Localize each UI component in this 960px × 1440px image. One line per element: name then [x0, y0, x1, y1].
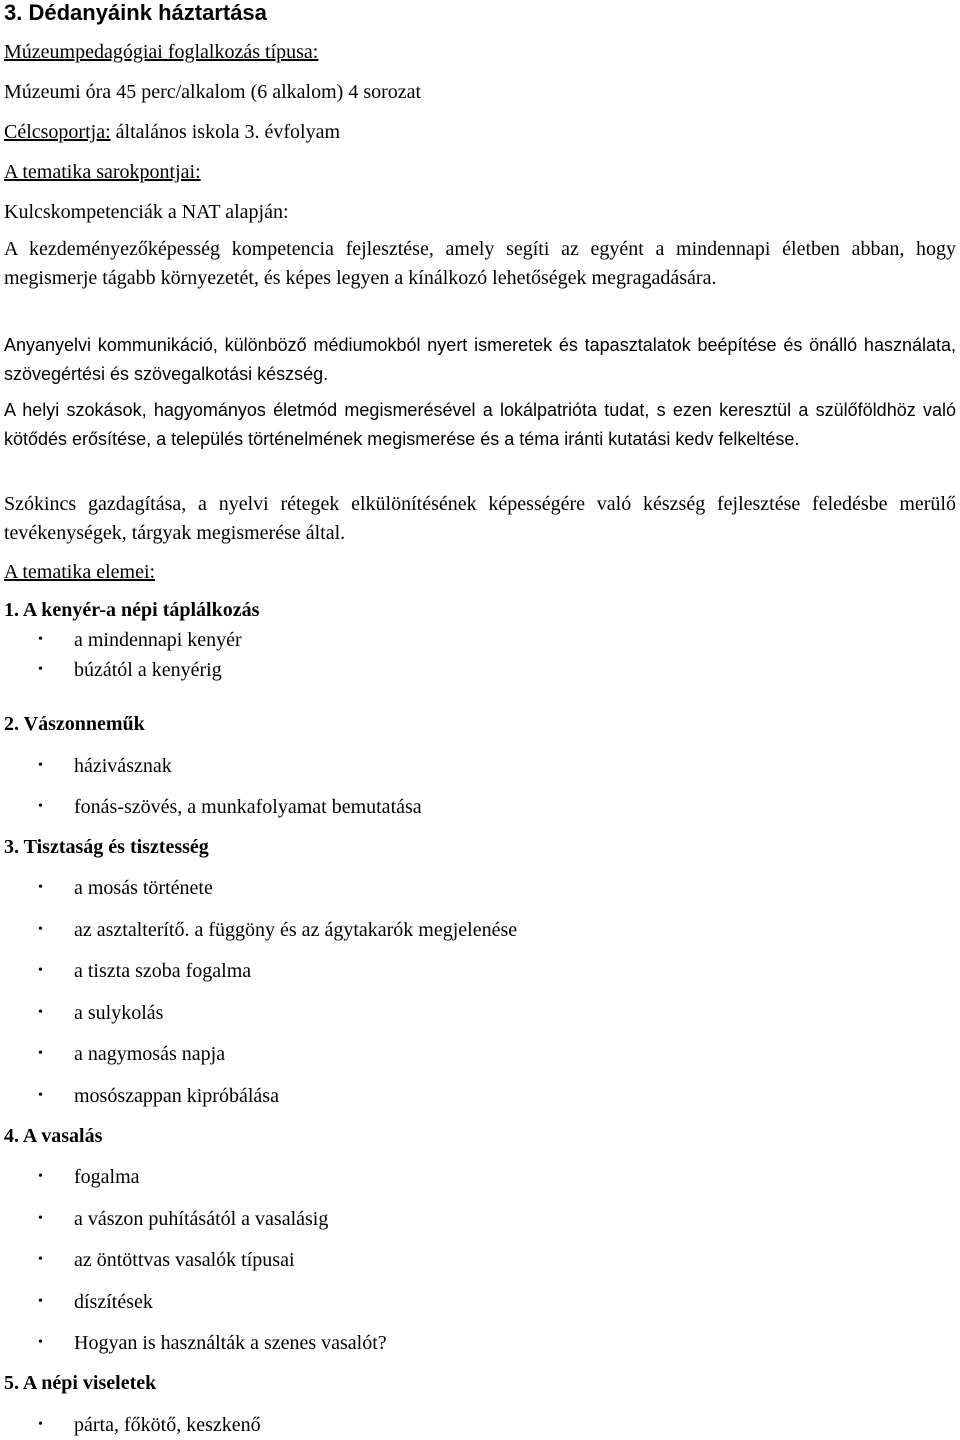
bullet-icon: • [38, 1088, 43, 1103]
target-label: Célcsoportja: [4, 121, 111, 143]
bullet-icon: • [38, 1335, 43, 1350]
section-heading-2: 2. Vászonneműk [4, 713, 145, 735]
type-label: Múzeumpedagógiai foglalkozás típusa: [4, 41, 319, 63]
section-heading-4: 4. A vasalás [4, 1125, 103, 1147]
paragraph-1: A kezdeményezőképesség kompetencia fejlesztése, amely segíti az egyént a mindennapi életben abban, hogy megismerje tágabb környezetét, és képes legyen a kínálkozó lehetőségek megragadására. [4, 238, 956, 289]
bullet-icon: • [38, 1046, 43, 1061]
target-value: általános iskola 3. évfolyam [110, 121, 341, 143]
elements-label: A tematika elemei: [4, 561, 156, 583]
bullet-icon: • [38, 922, 43, 937]
bullet-icon: • [38, 1211, 43, 1226]
bullet-icon: • [38, 662, 43, 677]
bullet-icon: • [38, 799, 43, 814]
bullet-icon: • [38, 1169, 43, 1184]
section-heading-5: 5. A népi viseletek [4, 1372, 157, 1394]
bullet-icon: • [38, 632, 43, 647]
paragraph-2: Anyanyelvi kommunikáció, különböző médiumokból nyert ismeretek és tapasztalatok beépítése és önálló használata, szövegértési és szövegalkotási készség. [4, 335, 956, 384]
section-heading-3: 3. Tisztaság és tisztesség [4, 836, 209, 858]
paragraph-3: A helyi szokások, hagyományos életmód megismerésével a lokálpatrióta tudat, s ezen keresztül a szülőföldhöz való kötődés erősítése, a település történelmének megismerése és a téma iránti kutatási kedv felkeltése. [4, 400, 956, 449]
bullet-icon: • [38, 758, 43, 773]
type-value: Múzeumi óra 45 perc/alkalom (6 alkalom) 4 sorozat [4, 81, 422, 103]
topics-label: A tematika sarokpontjai: [4, 161, 201, 183]
paragraph-4: Szókincs gazdagítása, a nyelvi rétegek elkülönítésének képességére való készség fejlesztése feledésbe merülő tevékenységek, tárgyak megismerése által. [4, 493, 956, 544]
bullet-icon: • [38, 963, 43, 978]
bullet-icon: • [38, 1294, 43, 1309]
bullet-icon: • [38, 1417, 43, 1432]
competencies-label: Kulcskompetenciák a NAT alapján: [4, 201, 289, 223]
bullet-icon: • [38, 1252, 43, 1267]
page-title: 3. Dédanyáink háztartása [4, 0, 267, 25]
section-heading-1: 1. A kenyér-a népi táplálkozás [4, 599, 260, 621]
bullet-icon: • [38, 1005, 43, 1020]
bullet-icon: • [38, 880, 43, 895]
target-line [4, 120, 340, 144]
